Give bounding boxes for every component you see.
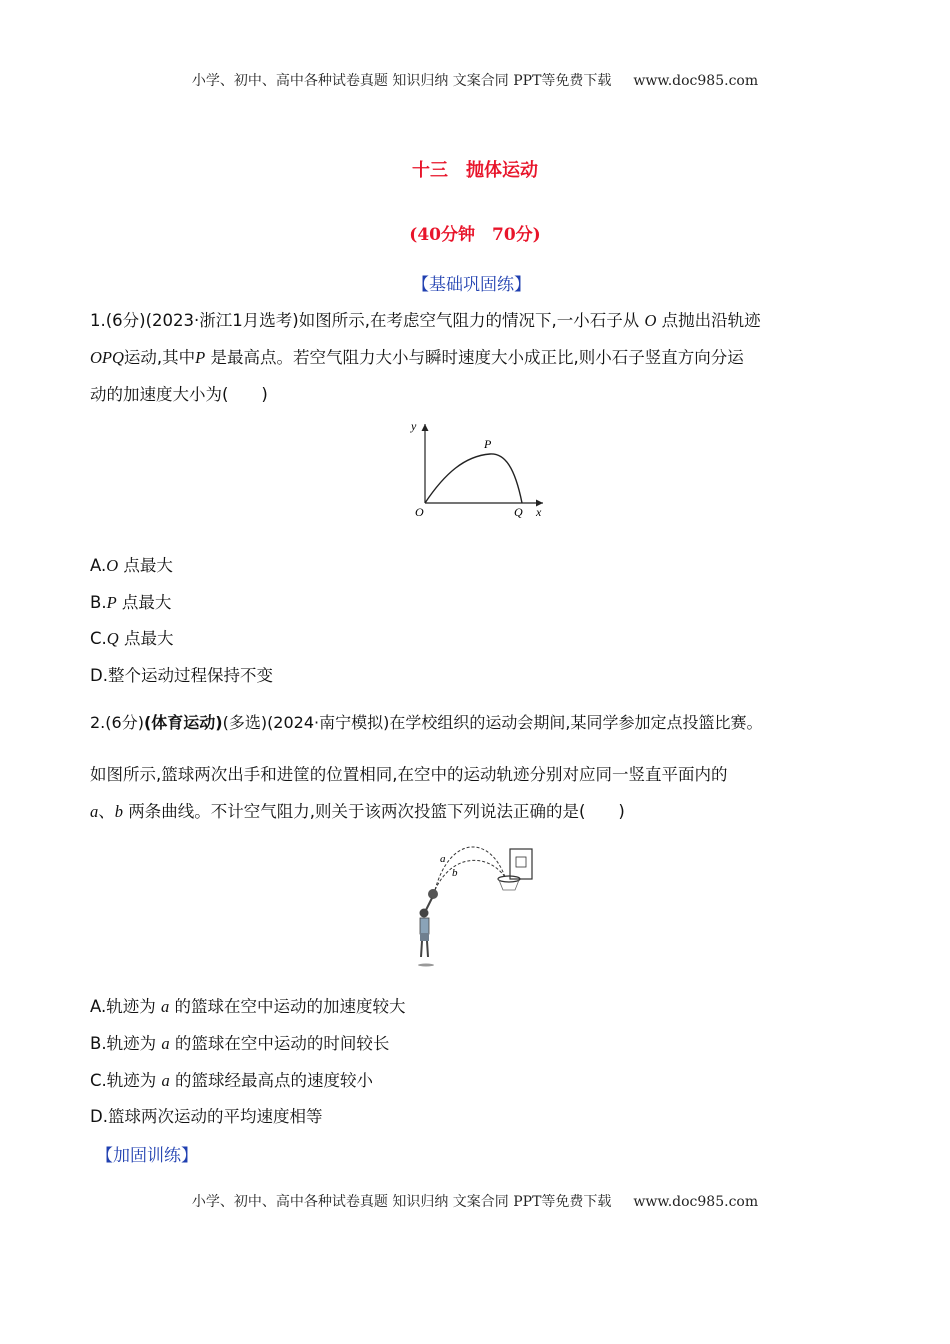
q2-var-b: b <box>114 802 123 821</box>
q1-text-l2d: 是最高点。若空气阻力大小与瞬时速度大小成正比,则小石子竖直方向分运 <box>210 348 744 367</box>
q2-text-c: (多选)(2024·南宁模拟)在学校组织的运动会期间,某同学参加定点投篮比赛。 <box>222 713 763 732</box>
option-prefix: A. <box>90 556 107 575</box>
option-prefix: D. <box>90 666 108 685</box>
option-text: 篮球两次运动的平均速度相等 <box>107 1107 323 1126</box>
page-header <box>0 70 950 90</box>
q1-option-c[interactable] <box>90 625 173 649</box>
label-a: a <box>440 853 446 865</box>
player-body <box>420 918 429 934</box>
player-shorts <box>420 933 429 941</box>
option-text: 的篮球在空中运动的时间较长 <box>174 1034 390 1053</box>
label-x: x <box>536 505 542 519</box>
option-var: O <box>106 556 119 575</box>
footer-site[interactable]: www.doc985.com <box>633 1194 759 1210</box>
q1-option-b[interactable] <box>90 589 171 613</box>
q1-trajectory-figure <box>405 418 555 523</box>
q1-text-c: 点抛出沿轨迹 <box>661 311 761 330</box>
option-var: a <box>161 1071 170 1090</box>
q2-topic-tag: (体育运动) <box>143 713 223 732</box>
q2-line3 <box>90 798 625 822</box>
option-var: a <box>161 1034 170 1053</box>
option-var: a <box>161 997 170 1016</box>
option-prefix: B. <box>90 593 107 612</box>
q2-option-a[interactable] <box>90 993 406 1017</box>
label-b: b <box>452 867 458 879</box>
trajectory-curve <box>425 454 522 503</box>
q2-text-a: 2.(6分) <box>90 713 144 732</box>
option-prefix: C. <box>90 629 107 648</box>
page-footer <box>0 1191 950 1211</box>
header-text: 小学、初中、高中各种试卷真题 知识归纳 文案合同 PPT等免费下载 <box>191 73 612 89</box>
q1-line3: 动的加速度大小为( ) <box>90 385 268 404</box>
q2-text-d: 两条曲线。不计空气阻力,则关于该两次投篮下列说法正确的是( ) <box>128 802 625 821</box>
option-var: P <box>106 593 117 612</box>
option-text: 的篮球经最高点的速度较小 <box>175 1071 374 1090</box>
option-prefix: C.轨迹为 <box>90 1071 157 1090</box>
option-text: 点最大 <box>123 629 174 648</box>
q1-text-l2b: 运动,其中 <box>123 348 196 367</box>
option-prefix: D. <box>90 1107 108 1126</box>
player-arm <box>426 898 432 910</box>
q1-option-a[interactable] <box>90 552 173 576</box>
trajectory-a <box>435 847 505 890</box>
option-text: 点最大 <box>123 556 173 575</box>
q2-var-a: a <box>90 802 99 821</box>
q1-line1 <box>90 307 761 331</box>
q2-option-c[interactable] <box>90 1067 373 1091</box>
player-leg-right <box>427 941 428 957</box>
q2-option-d[interactable] <box>90 1103 322 1127</box>
label-p: P <box>484 437 492 451</box>
q1-var-p: P <box>195 348 206 367</box>
q1-option-d[interactable] <box>90 662 273 686</box>
backboard <box>510 849 532 879</box>
option-text: 整个运动过程保持不变 <box>107 666 273 685</box>
q1-var-o: O <box>644 311 657 330</box>
q2-option-b[interactable] <box>90 1030 389 1054</box>
player-shadow <box>418 964 434 967</box>
option-text: 点最大 <box>121 593 172 612</box>
q2-line1 <box>90 710 762 733</box>
q1-text-a: 1.(6分)(2023·浙江1月选考)如图所示,在考虑空气阻力的情况下,一小石子从 <box>90 311 640 330</box>
section-basic: 【基础巩固练】 <box>412 275 531 295</box>
q2-basketball-figure <box>410 835 540 970</box>
q1-var-opq: OPQ <box>90 348 124 367</box>
header-site[interactable]: www.doc985.com <box>633 73 759 89</box>
section-reinforce: 【加固训练】 <box>96 1146 198 1166</box>
basketball <box>428 889 438 899</box>
q2-sep: 、 <box>98 802 115 821</box>
page-title: 十三 抛体运动 <box>412 160 538 181</box>
page-subtitle: (40分钟 70分) <box>409 225 541 245</box>
label-o: O <box>415 505 424 519</box>
label-y: y <box>411 419 417 433</box>
option-prefix: B.轨迹为 <box>90 1034 157 1053</box>
q1-line2 <box>90 344 744 368</box>
label-q: Q <box>514 505 523 519</box>
player-leg-left <box>421 941 422 957</box>
option-text: 的篮球在空中运动的加速度较大 <box>174 997 406 1016</box>
q2-line2: 如图所示,篮球两次出手和进筐的位置相同,在空中的运动轨迹分别对应同一竖直平面内的 <box>90 765 728 784</box>
option-var: Q <box>106 629 119 648</box>
option-prefix: A.轨迹为 <box>90 997 156 1016</box>
footer-text: 小学、初中、高中各种试卷真题 知识归纳 文案合同 PPT等免费下载 <box>191 1194 612 1210</box>
